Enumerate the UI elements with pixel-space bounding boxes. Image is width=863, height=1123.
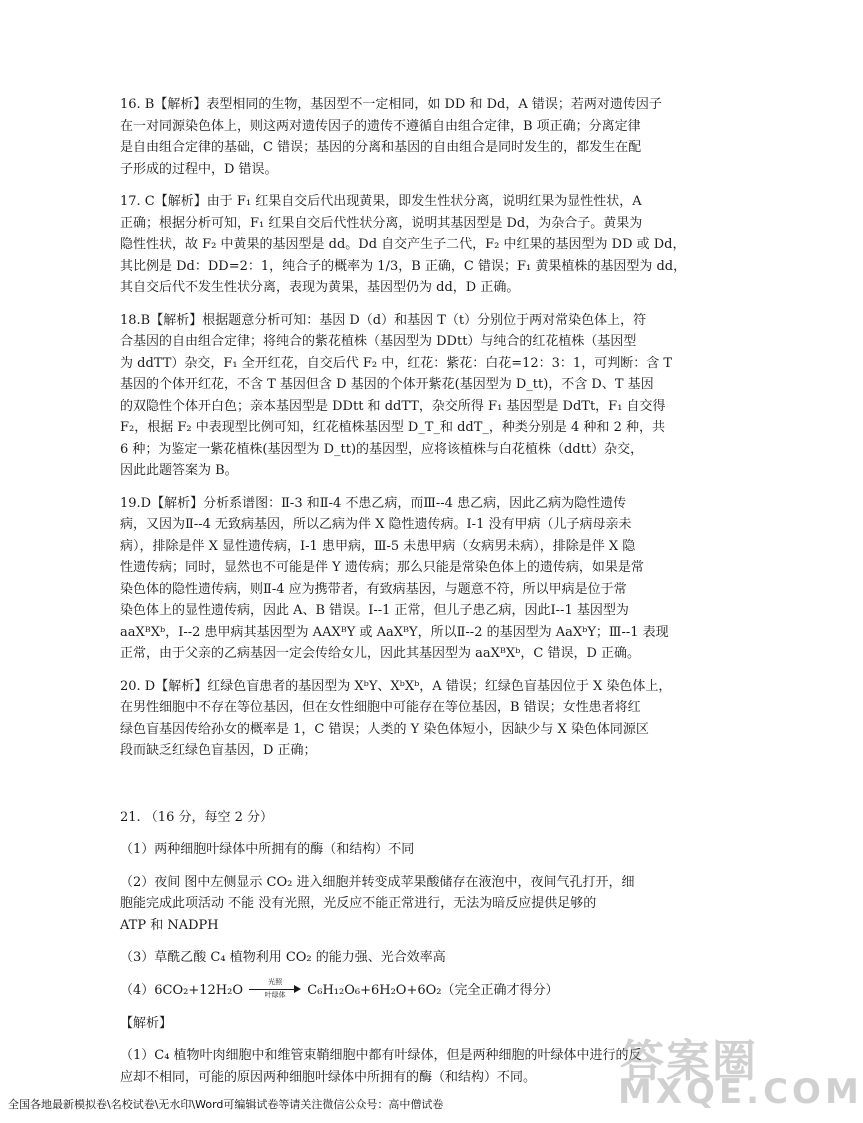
text-line: 为 ddTT）杂交，F₁ 全开红花，自交后代 F₂ 中，红花：紫花：白花=12：3：1，可判断：含 T: [120, 355, 672, 371]
text-line: 正常，由于父亲的乙病基因一定会传给女儿，因此其基因型为 aaXᴮXᵇ，C 错误，D 正确。: [120, 646, 640, 661]
text-line: 的双隐性个体开白色；亲本基因型是 DDtt 和 ddTT，杂交所得 F₁ 基因型是 DdTt，F₁ 自交得: [120, 398, 666, 414]
watermark-domain: MXQE.COM: [618, 1072, 863, 1112]
analysis-heading: 【解析】: [120, 1015, 173, 1031]
spacer: [120, 773, 680, 807]
answer-content: [120, 94, 687, 1099]
answer-19: [120, 493, 680, 665]
text-line: 病，又因为Ⅱ--4 无致病基因，所以乙病为伴 X 隐性遗传病。Ⅰ-1 没有甲病（儿子病母亲未: [120, 517, 632, 532]
text-line: 其比例是 Dd：DD=2：1，纯合子的概率为 1/3，B 正确，C 错误；F₁ 黄果植株的基因型为 dd，: [120, 258, 687, 274]
equation-products: C₆H₁₂O₆+6H₂O+6O₂（完全正确才得分）: [307, 982, 559, 998]
answer-16: [120, 94, 680, 180]
text-line: 17. C【解析】由于 F₁ 红果自交后代出现黄果，即发生性状分离，说明红果为显性性状，A: [120, 194, 642, 209]
text-line: 合基因的自由组合定律；将纯合的紫花植株（基因型为 DDtt）与纯合的红花植株（基因型: [120, 334, 637, 349]
text-line: 16. B【解析】表型相同的生物，基因型不一定相同，如 DD 和 Dd，A 错误；若两对遗传因子: [120, 97, 662, 112]
text-line: 正确；根据分析可知，F₁ 红果自交后代性状分离，说明其基因型是 Dd，为杂合子。黄果为: [120, 215, 643, 231]
question-21-title: 21. （16 分，每空 2 分）: [120, 809, 274, 825]
text-line: 18.B【解析】根据题意分析可知：基因 D（d）和基因 T（t）分别位于两对常染色体上，符: [120, 312, 647, 328]
text-line: 在一对同源染色体上，则这两对遗传因子的遗传不遵循自由组合定律，B 项正确；分离定律: [120, 118, 641, 134]
watermark-logo-text: 答案圈: [620, 1036, 758, 1087]
answer-20: [120, 676, 680, 762]
answer-21-3: （3）草酰乙酸 C₄ 植物利用 CO₂ 的能力强、光合效率高: [120, 950, 446, 965]
text-line: ATP 和 NADPH: [120, 917, 219, 933]
analysis-1: [120, 1045, 680, 1088]
reaction-arrow-icon: [249, 978, 301, 999]
answer-18: [120, 310, 680, 482]
answer-17: [120, 191, 687, 299]
text-line: 在男性细胞中不存在等位基因，但在女性细胞中可能存在等位基因，B 错误；女性患者将红: [120, 700, 641, 715]
equation-reactants: （4）6CO₂+12H₂O: [120, 982, 243, 998]
text-line: F₂，根据 F₂ 中表现型比例可知，红花植株基因型 D_T_和 ddT_，种类分别是 4 种和 2 种，共: [120, 420, 665, 435]
text-line: 病），排除是伴 X 显性遗传病，Ⅰ-1 患甲病，Ⅲ-5 未患甲病（女病男未病），排除是伴 X 隐: [120, 538, 636, 554]
text-line: 隐性性状，故 F₂ 中黄果的基因型是 dd。Dd 自交产生子二代，F₂ 中红果的基因型为 DD 或 Dd，: [120, 237, 686, 252]
text-line: 基因的个体开红花，不含 T 基因但含 D 基因的个体开紫花(基因型为 D_tt)，不含 D、T 基因: [120, 377, 654, 392]
text-line: 子形成的过程中，D 错误。: [120, 161, 278, 177]
text-line: 20. D【解析】红绿色盲患者的基因型为 XᵇY、XᵇXᵇ，A 错误；红绿色盲基因位于 X 染色体上，: [120, 678, 672, 694]
answer-21-4-equation: [120, 980, 680, 1002]
footer-notice: 全国各地最新模拟卷\名校试卷\无水印\Word可编辑试卷等请关注微信公众号：高中僧试卷: [8, 1098, 444, 1111]
text-line: aaXᴮXᵇ，Ⅰ--2 患甲病其基因型为 AAXᴮY 或 AaXᴮY，所以Ⅱ--2 的基因型为 AaXᵇY；Ⅲ--1 表现: [120, 624, 669, 640]
text-line: 6 种；为鉴定一紫花植株(基因型为 D_tt)的基因型，应将该植株与白花植株（ddtt）杂交，: [120, 441, 644, 457]
text-line: 段而缺乏红绿色盲基因，D 正确；: [120, 743, 317, 758]
text-line: 是自由组合定律的基础，C 错误；基因的分离和基因的自由组合是同时发生的，都发生在配: [120, 140, 642, 155]
text-line: 因此此题答案为 B。: [120, 463, 238, 478]
answer-21-1: （1）两种细胞叶绿体中所拥有的酶（和结构）不同: [120, 842, 415, 857]
text-line: 性遗传病；同时，显然也不可能是伴 Y 遗传病；那么只能是常染色体上的遗传病，如果是常: [120, 560, 644, 575]
text-line: 绿色盲基因传给孙女的概率是 1，C 错误；人类的 Y 染色体短小，因缺少与 X 染色体同源区: [120, 721, 649, 737]
arrow-condition-chloroplast: 叶绿体: [264, 991, 286, 999]
answer-21-2: [120, 872, 680, 937]
text-line: 染色体上的显性遗传病，因此 A、B 错误。Ⅰ--1 正常，但儿子患乙病，因此Ⅰ--1 基因型为: [120, 603, 629, 618]
text-line: 染色体的隐性遗传病，则Ⅱ-4 应为携带者，有致病基因，与题意不符，所以甲病是位于常: [120, 581, 627, 597]
text-line: （2）夜间 图中左侧显示 CO₂ 进入细胞并转变成苹果酸储存在液泡中，夜间气孔打开，细: [120, 874, 635, 890]
text-line: （1）C₄ 植物叶肉细胞中和维管束鞘细胞中都有叶绿体，但是两种细胞的叶绿体中进行的反: [120, 1048, 642, 1063]
text-line: 19.D【解析】分析系谱图：Ⅱ-3 和Ⅱ-4 不患乙病，而Ⅲ--4 患乙病，因此乙病为隐性遗传: [120, 495, 627, 511]
arrow-condition-light: 光照: [268, 978, 283, 986]
text-line: 胞能完成此项活动 不能 没有光照，光反应不能正常进行，无法为暗反应提供足够的: [120, 896, 597, 911]
text-line: 应却不相同，可能的原因两种细胞叶绿体中所拥有的酶（和结构）不同。: [120, 1069, 537, 1085]
text-line: 其自交后代不发生性状分离，表现为黄果，基因型仍为 dd，D 正确。: [120, 280, 520, 295]
